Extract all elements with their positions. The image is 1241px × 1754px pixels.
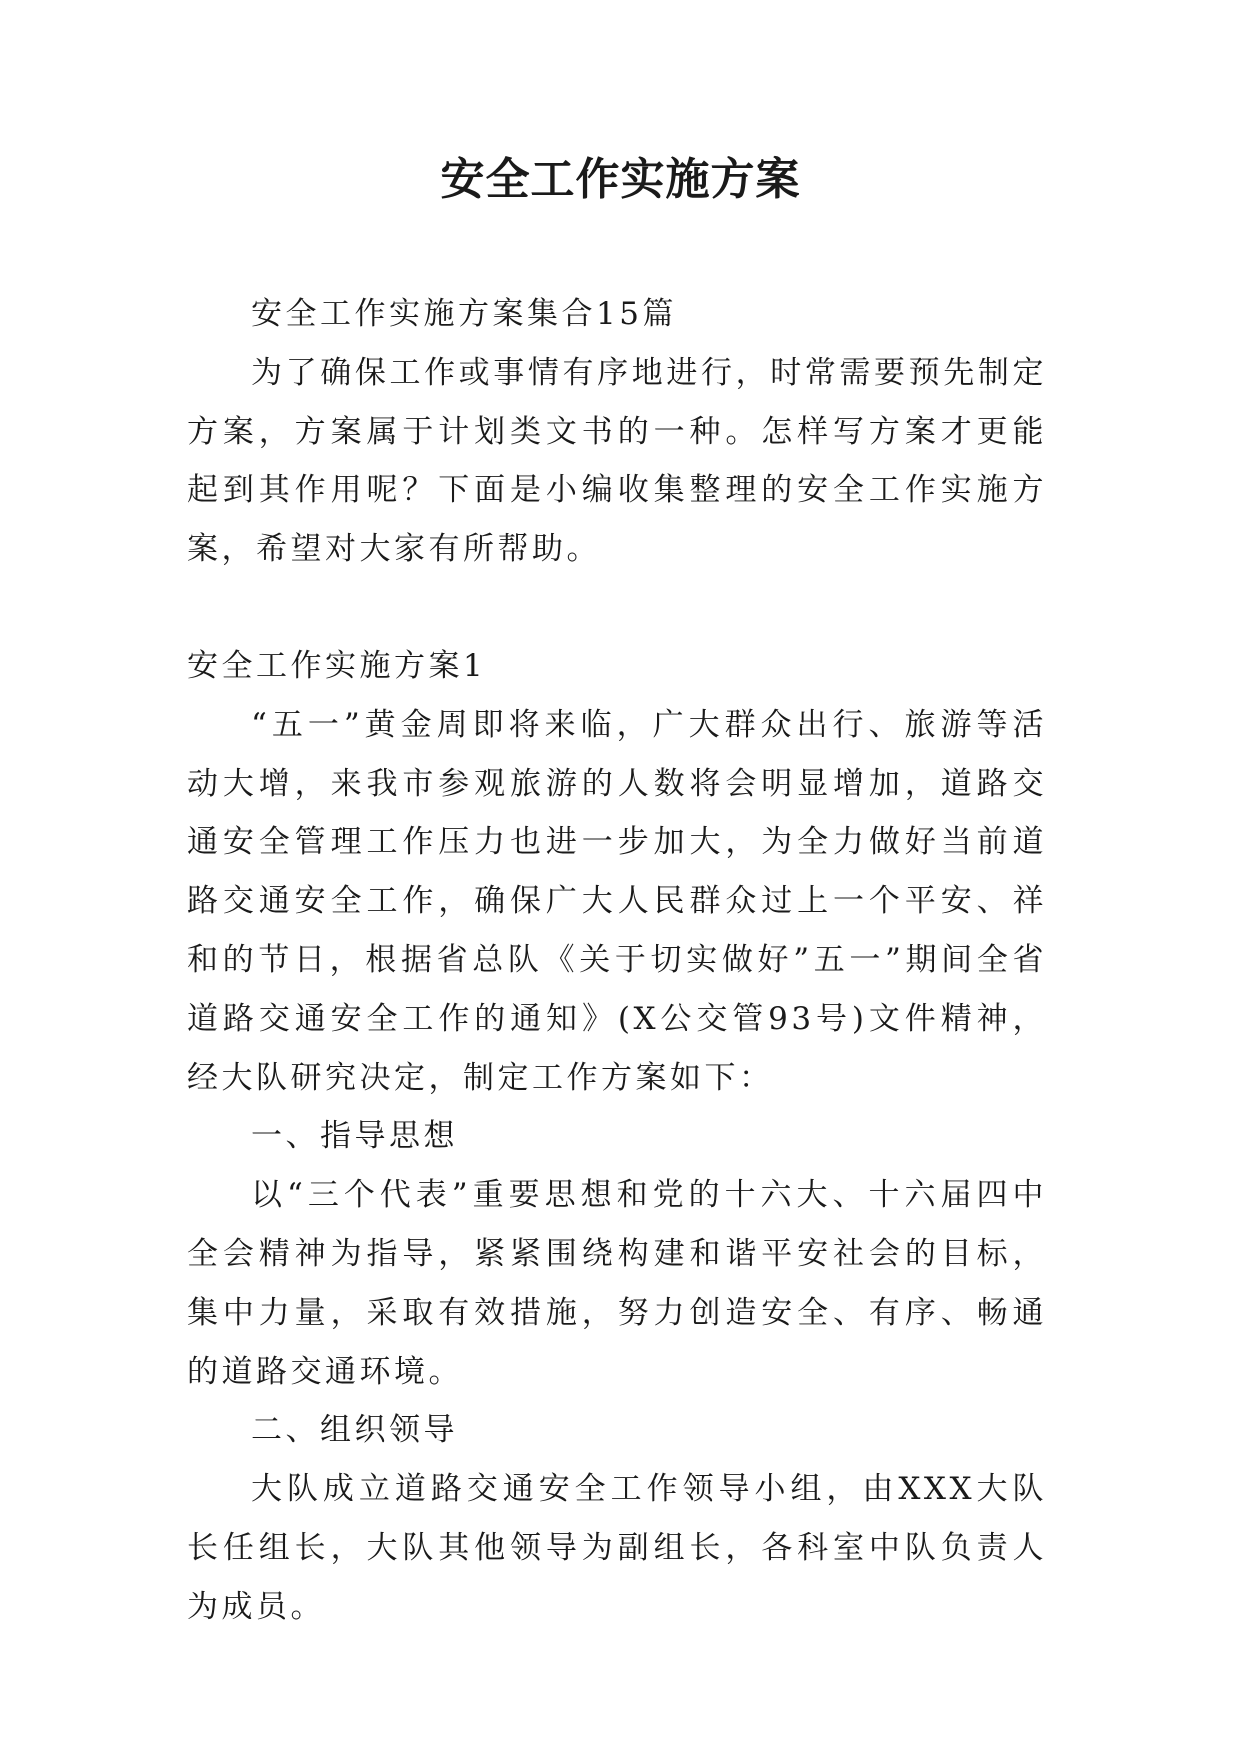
subheading-guiding-ideology: 一、指导思想 <box>251 1118 458 1155</box>
intro-paragraph: 为了确保工作或事情有序地进行，时常需要预先制定方案，方案属于计划类文书的一种。怎样写方案才更能起到其作用呢？下面是小编收集整理的安全工作实施方案，希望对大家有所帮助。 <box>187 354 1047 568</box>
document-body <box>187 285 1047 1637</box>
section-heading: 安全工作实施方案1 <box>187 647 487 684</box>
document-subtitle: 安全工作实施方案集合15篇 <box>251 296 677 332</box>
subheading-organization: 二、组织领导 <box>251 1412 458 1449</box>
body-paragraph-3: 大队成立道路交通安全工作领导小组，由XXX大队长任组长，大队其他领导为副组长，各科室中队负责人为成员。 <box>187 1471 1047 1625</box>
document-title: 安全工作实施方案 <box>440 154 801 205</box>
body-paragraph-2: 以“三个代表”重要思想和党的十六大、十六届四中全会精神为指导，紧紧围绕构建和谐平安社会的目标，集中力量，采取有效措施，努力创造安全、有序、畅通的道路交通环境。 <box>187 1177 1047 1390</box>
paragraph-spacer <box>187 579 1047 637</box>
body-paragraph-1: “五一”黄金周即将来临，广大群众出行、旅游等活动大增，来我市参观旅游的人数将会明显增加，道路交通安全管理工作压力也进一步加大，为全力做好当前道路交通安全工作，确保广大人民群众过上一个平安、祥和的节日，根据省总队《关于切实做好”五一”期间全省道路交通安全工作的通知》(X公交管93号)文件精神，经大队研究决定，制定工作方案如下： <box>187 706 1047 1096</box>
